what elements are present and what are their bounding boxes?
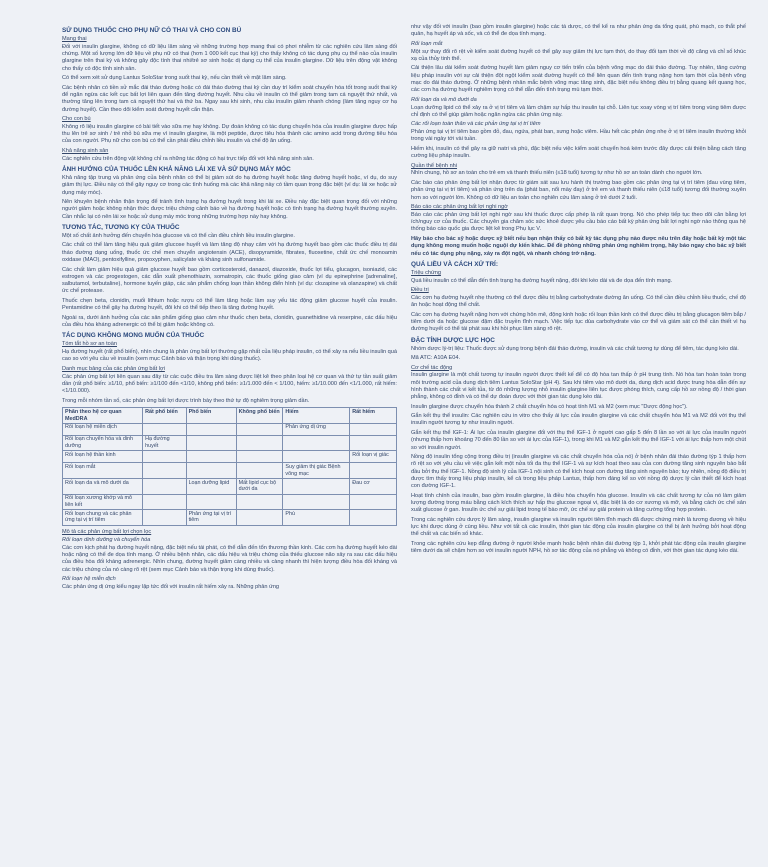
paragraph: Một số chất ảnh hưởng đến chuyển hóa glucose và có thể cần điều chỉnh liều insulin glargine. [62,232,295,239]
paragraph: Không rõ liệu insulin glargine có bài tiết vào sữa mẹ hay không. Dự đoán không có tác dụng chuyển hóa của insulin glargine được hấp thu lên trẻ sơ sinh / trẻ nhỏ bú sữa mẹ vì insulin glargine, là một peptide, được tiêu hóa thành các amino acid trong đường tiêu hóa của con người. Phụ nữ cho con bú có thể cần phải điều chỉnh liều insulin và chế độ ăn uống. [62,123,397,145]
subheading-eye: Rối loạn mắt [411,40,443,47]
subheading-metabolism: Rối loạn dinh dưỡng và chuyển hóa [62,537,151,544]
table-cell [236,451,283,463]
table-header-cell: Phân theo hệ cơ quan MedDRA [63,408,143,424]
subheading-pregnancy: Mang thai [62,36,87,42]
paragraph: Insulin glargine là một chất tương tự insulin người được thiết kế để có độ hòa tan thấp ở pH trung tính. Nó hòa tan hoàn toàn trong môi trường acid của dung dịch tiêm Lantus SoloStar (pH 4). Sau khi tiêm vào mô dưới da, dung dịch acid được trung hòa dẫn đến sự hình thành các chất vi kết tủa, từ đó những lượng nhỏ insulin glargine liên tục được phóng thích, cung cấp hồ sơ nồng độ / thời gian phẳng, không có đỉnh và có thể dự đoán được với thời gian tác dụng kéo dài. [411,372,746,401]
table-cell: Rối loạn hệ thần kinh [63,451,143,463]
table-cell [350,435,397,451]
section-title-driving: ẢNH HƯỞNG CỦA THUỐC LÊN KHẢ NĂNG LÁI XE VÀ SỬ DỤNG MÁY MÓC [62,166,291,173]
table-cell [283,451,350,463]
adverse-reactions-table [62,407,397,526]
table-cell [283,494,350,510]
table-row [63,423,397,435]
subheading-paediatric: Quần thể bệnh nhi [411,162,458,169]
table-cell: Suy giảm thị giác Bệnh võng mạc [283,463,350,479]
table-cell: Rối loạn vị giác [350,451,397,463]
left-column [62,24,397,867]
subheading-selected-reactions: Mô tả các phản ứng bất lợi chọn lọc [62,528,152,535]
subheading-skin: Rối loạn da và mô dưới da [411,96,477,103]
table-cell [236,463,283,479]
table-cell [236,510,283,526]
subheading-tabulated-list: Danh mục bảng của các phản ứng bất lợi [62,365,165,372]
paragraph: Gắn kết thụ thể insulin: Các nghiên cứu in vitro cho thấy ái lực của insulin glargine và các chất chuyển hóa M1 và M2 đối với thụ thể insulin người tương tự như insulin người. [411,413,746,427]
paragraph: Các phản ứng bất lợi liên quan sau đây từ các cuộc điều tra lâm sàng được liệt kê theo phân loại hệ cơ quan và thứ tự tần suất giảm dần (rất phổ biến: ≥1/10, phổ biến: ≥1/100 đến <1/10, không phổ biến: ≥1/1.000 đến < 1/100, hiếm: ≥1/10.000 đến <1/1.000, rất hiếm: <1/10.000). [62,373,397,395]
table-cell [350,463,397,479]
table-cell [283,479,350,495]
paragraph: Nhóm dược lý-trị liệu: Thuốc được sử dụng trong bệnh đái tháo đường, insulin và các chất tương tự dùng để tiêm, tác dụng kéo dài. [411,345,739,352]
subheading-general: Các rối loạn toàn thân và các phản ứng tại vị trí tiêm [411,121,541,128]
section-title-interactions: TƯƠNG TÁC, TƯƠNG KỴ CỦA THUỐC [62,223,180,231]
paragraph: Nên khuyên bệnh nhân thận trọng để tránh tình trạng hạ đường huyết trong khi lái xe. Điều này đặc biệt quan trọng đối với những người giảm hoặc không nhận thức được triệu chứng cảnh báo về hạ đường huyết hoặc có tình trạng hạ đường huyết thường xuyên. Cần nhắc lại có nên lái xe hoặc sử dụng máy móc trong những trường hợp này hay không. [62,199,397,220]
table-cell: Loạn dưỡng lipid [186,479,236,495]
subheading-symptoms: Triệu chứng [411,269,441,276]
paragraph: Các cơn kịch phát hạ đường huyết nặng, đặc biệt nếu tái phát, có thể dẫn đến tổn thương thần kinh. Các cơn hạ đường huyết kéo dài hoặc nặng có thể đe dọa tính mạng. Ở nhiều bệnh nhân, các dấu hiệu và triệu chứng của thiếu glucose não xảy ra sau các dấu hiệu của điều hòa đối kháng adrenergic. Nhìn chung, đường huyết giảm càng nhiều và càng nhanh thì hiện tượng điều hòa đối kháng và các triệu chứng của nó càng rõ rệt (xem mục Cảnh báo và thận trọng khi dùng thuốc). [62,544,397,573]
table-cell [350,494,397,510]
table-header-row [63,408,397,424]
table-row [63,451,397,463]
paragraph: Nhìn chung, hồ sơ an toàn cho trẻ em và thanh thiếu niên (≤18 tuổi) tương tự như hồ sơ an toàn dành cho người lớn. [411,170,703,177]
paragraph: Khả năng tập trung và phản ứng của bệnh nhân có thể bị giảm sút do hạ đường huyết hoặc tăng đường huyết hoặc, ví dụ, do suy giảm thị lực. Điều này có thể gây nguy cơ trong các tình huống mà các khả năng này có tầm quan trọng đặc biệt (ví dụ: lái xe hoặc sử dụng máy móc). [62,175,397,196]
paragraph: Cải thiện lâu dài kiểm soát đường huyết làm giảm nguy cơ tiến triển của bệnh võng mạc do đái tháo đường. Tuy nhiên, tăng cường liệu pháp insulin với sự cải thiện đột ngột kiểm soát đường huyết có thể liên quan đến tình trạng nặng hơn tạm thời của bệnh võng mạc do đái tháo đường. Ở những bệnh nhân mắc bệnh võng mạc tăng sinh, đặc biệt nếu không điều trị bằng quang kết quang học, các cơn hạ đường huyết nghiêm trọng có thể dẫn đến tình trạng mù tạm thời. [411,65,746,94]
paragraph: Các báo cáo phản ứng bất lợi nhận được từ giám sát sau lưu hành thị trường bao gồm các phản ứng tại vị trí tiêm (đau vùng tiêm, phản ứng tại vị trí tiêm) và phản ứng trên da (phát ban, nổi mày đay) ở trẻ em và thanh thiếu niên (≤18 tuổi) tương đối thường xuyên hơn so với người lớn. Không có dữ liệu an toàn cho nghiên cứu lâm sàng ở trẻ dưới 2 tuổi. [411,179,746,201]
paragraph: Loạn dưỡng lipid có thể xảy ra ở vị trí tiêm và làm chậm sự hấp thu insulin tại chỗ. Liên tục xoay vòng vị trí tiêm trong vùng tiêm được chỉ định có thể giúp giảm hoặc ngăn ngừa các phản ứng này. [411,104,746,118]
table-cell: Phản ứng tại vị trí tiêm [186,510,236,526]
table-cell [186,435,236,451]
table-cell [143,451,186,463]
table-cell [236,494,283,510]
table-cell [143,510,186,526]
paragraph: Các cơn hạ đường huyết nặng hơn với chứng hôn mê, động kinh hoặc rối loạn thần kinh có thể được điều trị bằng glucagon tiêm bắp / tiêm dưới da hoặc glucose đậm đặc truyền tĩnh mạch. Việc tiếp tục dùa carbohydrate vào cơ thể và giám sát có thể cần thiết vì hạ đường huyết có thể tái phát sau khi hồi phục lâm sàng rõ rệt. [411,311,746,333]
paragraph: Hạ đường huyết (rất phổ biến), nhìn chung là phản ứng bất lợi thường gặp nhất của liệu pháp insulin, có thể xảy ra nếu liều insulin quá cao so với yêu cầu về insulin (xem mục Cảnh báo và thận trọng khi dùng thuốc). [62,349,397,363]
table-header-cell: Rất phổ biến [143,408,186,424]
paragraph: Đối với insulin glargine, không có dữ liệu lâm sàng về những trường hợp mang thai có phơi nhiễm từ các nghiên cứu lâm sàng đối chứng. Một số lượng lớn dữ liệu về phụ nữ có thai (hơn 1 000 kết cục thai kỳ) cho thấy không có tác dụng phụ cụ thể nào của insulin glargine trên thai kỳ và không gây độc tính thai nhi/trẻ sơ sinh hoặc dị dạng cụ thể của insulin glargine. Dữ liệu trên động vật không cho thấy có độc tính sinh sản. [62,43,397,72]
table-cell [186,463,236,479]
subheading-safety-summary: Tóm tắt hồ sơ an toàn [62,341,117,348]
subheading-mechanism: Cơ chế tác động [411,364,453,371]
right-column [411,24,746,867]
paragraph: Báo cáo các phản ứng bất lợi nghi ngờ sau khi thuốc được cấp phép là rất quan trọng. Nó cho phép tiếp tục theo dõi cân bằng lợi ích/nguy cơ của thuốc. Các chuyên gia chăm sóc sức khoẻ được yêu cầu báo cáo bất kỳ phản ứng bất lợi nghi ngờ nào thông qua hệ thống báo cáo quốc gia được liệt kê trong Phụ lục V. [411,211,746,233]
table-cell [186,494,236,510]
paragraph: Hiếm khi, insulin có thể gây ra giữ natri và phù, đặc biệt nếu việc kiểm soát chuyển hoá kém trước đây được cải thiện bằng cách tăng cường liệu pháp insulin. [411,145,746,160]
table-cell [283,435,350,451]
table-cell [143,494,186,510]
table-cell [350,423,397,435]
table-row [63,479,397,495]
table-cell: Mất lipid cục bộ dưới da [236,479,283,495]
atc-code: Mã ATC: A10A E04. [411,355,461,362]
paragraph: Các chất làm giảm hiệu quả giảm glucose huyết bao gồm corticosteroid, danazol, diazoxide, thuốc lợi tiểu, glucagon, isoniazid, các estrogen và các progestogen, các dẫn xuất phenothiazin, somatropin, các thuốc giống giao cảm (ví dụ epinephrine [adrenaline], salbutamol, terbutaline), hormone tuyến giáp, các sản phẩm chống loạn thần không điển hình (ví dụ: clozapine và olanzapine) và chất ức chế protease. [62,266,397,295]
table-cell: Rối loạn chung và các phản ứng tại vị trí tiêm [63,510,143,526]
warning-paragraph: Hãy báo cho bác sỹ hoặc dược sỹ biết nếu bạn nhận thấy có bất kỳ tác dụng phụ nào được nêu trên đây hoặc bất kỳ một tác dụng không mong muốn hoặc nguội dự kiến khác. Để đề phòng những phản ứng nghiêm trọng, hãy báo ngay cho bác sỹ biết nếu có tác dụng phụ nặng, xảy ra đột ngột, và nhanh chóng trở nặng. [411,235,746,257]
table-row [63,435,397,451]
table-header-cell: Phổ biến [186,408,236,424]
paragraph: như vậy đối với insulin (bao gồm insulin glargine) hoặc các tá dược, có thể kể ra như phản ứng da tổng quát, phù mạch, co thắt phế quản, hạ huyết áp và sốc, và có thể đe dọa tính mạng. [411,24,746,38]
paragraph: Các nghiên cứu trên động vật không chỉ ra những tác động có hại trực tiếp đối với khả năng sinh sản. [62,155,314,162]
paragraph: Trong các nghiên cứu kẹp đẳng đường ở người khỏe mạnh hoặc bệnh nhân đái đường týp 1, khởi phát tác động của insulin glargine tiêm dưới da sẽ chậm hơn so với insulin người NPH, hồ sơ tác động của nó phẳng và không có đỉnh, với thời gian tác dụng kéo dài. [411,540,746,555]
table-row [63,510,397,526]
section-title-adverse-effects: TÁC DỤNG KHÔNG MONG MUỐN CỦA THUỐC [62,332,205,340]
table-cell: Rối loạn chuyển hóa và dinh dưỡng [63,435,143,451]
paragraph: Các bệnh nhân có tiền sử mắc đái tháo đường hoặc có đái tháo đường thai kỳ cần duy trì kiểm soát chuyển hóa tốt trong suốt thai kỳ để ngăn ngừa các kết cục bất lợi liên quan đến tăng đường huyết. Nhu cầu về insulin có thể giảm trong tam cá nguyệt thứ nhất, và thường tăng lên trong tam cá nguyệt thứ hai và thứ ba. Ngay sau khi sinh, nhu cầu insulin giảm nhanh chóng (làm tăng nguy cơ hạ đường huyết). Cần theo dõi kiểm soát đường huyết cẩn thận. [62,84,397,113]
paragraph: Thuốc chẹn beta, clonidin, muối lithium hoặc rượu có thể làm tăng hoặc làm suy yếu tác động giảm glucose huyết của insulin. Pentamidine có thể gây hạ đường huyết, đôi khi có thể tiếp theo là tăng đường huyết. [62,297,397,312]
table-header-cell: Hiếm [283,408,350,424]
table-row [63,463,397,479]
paragraph: Insulin glargine được chuyển hóa thành 2 chất chuyển hóa có hoạt tính M1 và M2 (xem mục "Dược động học"). [411,403,688,410]
subheading-treatment: Điều trị [411,287,429,294]
paragraph: Trong mỗi nhóm tần số, các phản ứng bất lợi được trình bày theo thứ tự độ nghiêm trọng giảm dần. [62,397,310,404]
section-title-pregnancy: SỬ DỤNG THUỐC CHO PHỤ NỮ CÓ THAI VÀ CHO CON BÚ [62,27,242,34]
table-cell [186,451,236,463]
paragraph: Quá liều insulin có thể dẫn đến tình trạng hạ đường huyết nặng, đôi khi kéo dài và đe dọa đến tính mạng. [411,277,673,284]
table-cell [143,463,186,479]
table-cell: Phù [283,510,350,526]
table-cell: Rối loạn xương khớp và mô liên kết [63,494,143,510]
paragraph: Gắn kết thụ thể IGF-1: Ái lực của insulin glargine đối với thụ thể IGF-1 ở người cao gấp 5 đến 8 lần so với ái lực của insulin người (nhưng thấp hơn khoảng 70 đến 80 lần so với ái lực của IGF-1), trong khi M1 và M2 gắn kết thụ thể IGF-1 với ái lực thấp hơn một chút so với insulin người. [411,429,746,451]
subheading-reporting: Báo cáo các phản ứng bất lợi nghi ngờ [411,204,508,211]
table-cell [236,423,283,435]
paragraph: Các chất có thể làm tăng hiệu quả giảm glucose huyết và làm tăng độ nhạy cảm với hạ đường huyết bao gồm các thuốc điều trị đái tháo đường dạng uống, thuốc ức chế men chuyển angiotensin (ACE), disopyramide, fibrates, fluoxetine, chất ức chế monoamin oxidase (MAO), pentoxifylline, propoxyphen, salicylate và kháng sinh sulfonamide. [62,242,397,264]
table-cell: Rối loạn da và mô dưới da [63,479,143,495]
subheading-immune: Rối loạn hệ miễn dịch [62,576,116,583]
paragraph: Trong các nghiên cứu dược lý lâm sàng, insulin glargine và insulin người tiêm tĩnh mạch đã được chứng minh là tương đương về hiệu lực khi được dùng ở cùng liều. Như với tất cả các insulin, thời gian tác động của insulin glargine có thể bị ảnh hưởng bởi hoạt động thể chất và các biến số khác. [411,516,746,538]
table-cell [186,423,236,435]
table-cell [350,510,397,526]
table-header-cell: Rất hiếm [350,408,397,424]
paragraph: Các phản ứng dị ứng kiểu ngay lập tức đối với insulin rất hiếm xảy ra. Những phản ứng [62,584,280,591]
paragraph: Nồng độ insulin tổng cộng trong điều trị (insulin glargine và các chất chuyển hóa của nó) ở bệnh nhân đái tháo đường týp 1 thấp hơn rõ rệt so với yêu cầu về việc gắn kết một nửa tối đa thụ thể IGF-1 và sự kích hoạt theo sau của con đường tăng sinh nguyên bào bắt đầu bởi thụ thể IGF-1. Nồng độ sinh lý của IGF-1 nội sinh có thể kích hoạt con đường tăng sinh nguyên bào; tuy nhiên, nồng độ điều trị được tìm thấy trong liệu pháp insulin, kể cả trong liệu pháp Lantus, thấp hơn đáng kể so với nồng độ dược lý cần thiết để kích hoạt con đường IGF-1. [411,454,746,490]
table-cell: Đau cơ [350,479,397,495]
table-header-cell: Không phổ biến [236,408,283,424]
section-title-pharmacodynamics: ĐẶC TÍNH DƯỢC LỰC HỌC [411,336,495,344]
subheading-fertility: Khả năng sinh sản [62,147,109,154]
paragraph: Phản ứng tại vị trí tiêm bao gồm đỏ, đau, ngứa, phát ban, sưng hoặc viêm. Hầu hết các phản ứng nhẹ ở vị trí tiêm insulin thường khỏi trong vài ngày tới vài tuần. [411,129,746,143]
table-cell: Phản ứng dị ứng [283,423,350,435]
paragraph: Ngoài ra, dưới ảnh hưởng của các sản phẩm giống giao cảm như thuốc chẹn beta, clonidin, guanethidine và reserpine, các dấu hiệu của điều hòa kháng adrenergic có thể bị giảm hoặc không có. [62,314,397,328]
table-cell [143,423,186,435]
paragraph: Hoạt tính chính của insulin, bao gồm insulin glargine, là điều hòa chuyển hóa glucose. Insulin và các chất tương tự của nó làm giảm lượng đường trong máu bằng cách kích thích sự hấp thu glucose ngoại vi, đặc biệt là do cơ xương và mỡ, và bằng cách ức chế sản xuất glucose ở gan. Insulin ức chế sự giải lipid trong tế bào mỡ, ức chế sự giải protein và tăng cường tổng hợp protein. [411,492,746,514]
table-cell [236,435,283,451]
table-cell: Rối loạn mắt [63,463,143,479]
table-cell: Hạ đường huyết [143,435,186,451]
table-row [63,494,397,510]
paragraph: Các cơn hạ đường huyết nhẹ thường có thể được điều trị bằng carbohydrate đường ăn uống. Có thể cần điều chỉnh liều thuốc, chế độ ăn hoặc hoạt động thể chất. [411,294,746,309]
table-cell [143,479,186,495]
section-title-overdose: QUÁ LIỀU VÀ CÁCH XỬ TRÍ: [411,260,498,268]
table-cell: Rối loạn hệ miễn dịch [63,423,143,435]
paragraph: Một sự thay đổi rõ rệt về kiểm soát đường huyết có thể gây suy giảm thị lực tạm thời, do thay đổi tạm thời về độ căng và chỉ số khúc xạ của thủy tinh thể. [411,48,746,62]
paragraph: Có thể xem xét sử dụng Lantus SoloStar trong suốt thai kỳ, nếu cần thiết về mặt lâm sàng. [62,75,287,82]
subheading-lactation: Cho con bú [62,116,91,123]
